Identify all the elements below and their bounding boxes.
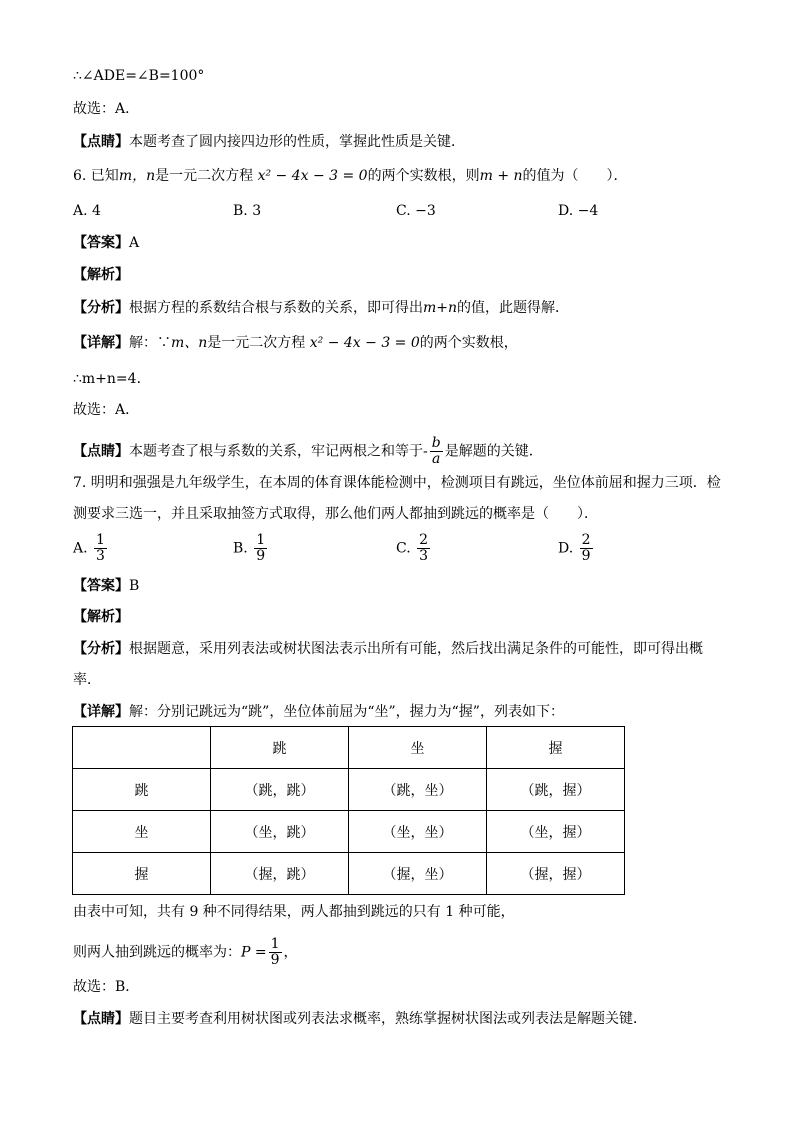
q6-dianjing: [73, 436, 543, 467]
table-cell: （握，坐）: [349, 853, 487, 895]
q7-prob-symbol: P =: [241, 944, 267, 961]
table-cell: （跳，握）: [487, 769, 625, 811]
q6-fraction: [430, 436, 443, 467]
q6-fenxi-a: 根据方程的系数结合根与系数的关系，即可得出: [129, 300, 423, 316]
q6-option-b: B. 3: [233, 203, 262, 219]
q7-xiangjie-text: 解：分别记跳远为“跳”，坐位体前屈为“坐”，握力为“握”，列表如下：: [129, 704, 564, 720]
option-fraction: [254, 533, 267, 564]
q6-xiangjie-b: 是一元二次方程: [207, 335, 306, 351]
q6-xiangjie-eq: x² − 4x − 3 = 0: [309, 335, 420, 351]
table-header-cell: 跳: [211, 727, 349, 769]
q6-stem-d: 的值为（ ）．: [522, 168, 628, 184]
table-row-header: 握: [73, 853, 211, 895]
q6-stem: [73, 166, 628, 186]
table-row: [73, 811, 625, 853]
table-header-cell: 握: [487, 727, 625, 769]
table-row: [73, 769, 625, 811]
table-row: [73, 853, 625, 895]
q7-analysis-tag: [73, 607, 129, 627]
xiangjie-tag: 【详解】: [73, 335, 129, 351]
q7-fenxi-line1: [73, 639, 703, 659]
fraction-numerator: 1: [256, 532, 266, 548]
q6-xiangjie-c: 的两个实数根，: [419, 335, 518, 351]
q7-fenxi-line2: 率．: [73, 672, 101, 688]
q7-probability: [73, 937, 298, 968]
fenxi-tag: 【分析】: [73, 641, 129, 657]
q6-dianjing-b: 是解题的关键．: [444, 443, 543, 460]
fraction-numerator: 1: [96, 532, 105, 548]
q7-answer: [73, 576, 139, 596]
prev-dianjing: [73, 132, 465, 152]
q7-stem-line2: 测要求三选一，并且采取抽签方式取得，那么他们两人都抽到跳远的概率是（ ）．: [73, 506, 598, 522]
q6-fenxi: [73, 298, 569, 318]
q6-option-a: A. 4: [73, 203, 101, 219]
outcome-table: [72, 726, 625, 895]
fraction-numerator: 2: [581, 532, 591, 548]
option-letter: D.: [558, 540, 574, 557]
prev-conclusion: [73, 66, 204, 86]
q6-answer: [73, 233, 139, 253]
q6-stem-a: 6. 已知: [73, 168, 119, 184]
dianjing-tag: 【点睛】: [73, 443, 129, 460]
q6-answer-value: A: [129, 235, 140, 251]
option-fraction: [580, 533, 593, 564]
q6-equation: x² − 4x − 3 = 0: [257, 168, 368, 184]
q7-stem-line1: 7. 明明和强强是九年级学生，在本周的体育课体能检测中，检测项目有跳远，坐位体前屈和握力三项．检: [73, 475, 721, 491]
prev-choice: 故选：A．: [73, 101, 140, 117]
answer-tag: 【答案】: [73, 578, 129, 594]
prev-conclusion-text: ∴∠ADE=∠B=100°: [73, 68, 205, 84]
q6-fenxi-expr: m+n: [423, 300, 458, 316]
q6-option-d: D. −4: [558, 203, 599, 219]
table-cell: （跳，坐）: [349, 769, 487, 811]
q6-stem-c: 的两个实数根，则: [367, 168, 480, 184]
q6-stem-b: 是一元二次方程: [155, 168, 254, 184]
q7-prob-comma: ，: [283, 944, 298, 961]
table-cell: （握，跳）: [211, 853, 349, 895]
q7-xiangjie: [73, 702, 564, 722]
q7-option-b: [233, 533, 269, 564]
table-header-row: [73, 727, 625, 769]
q7-option-a: [73, 533, 109, 564]
q6-dianjing-a: 本题考查了根与系数的关系，牢记两根之和等于-: [129, 443, 428, 460]
q7-fenxi-text: 根据题意，采用列表法或树状图法表示出所有可能，然后找出满足条件的可能性，即可得出概: [129, 641, 703, 657]
table-header-cell: 坐: [349, 727, 487, 769]
option-letter: B.: [233, 540, 248, 557]
dianjing-tag: 【点睛】: [73, 1011, 129, 1027]
q7-after-table: 由表中可知，共有 9 种不同得结果，两人都抽到跳远的只有 1 种可能，: [73, 904, 515, 920]
dianjing-tag: 【点睛】: [73, 134, 129, 150]
option-letter: C.: [396, 540, 411, 557]
table-cell: （跳，跳）: [211, 769, 349, 811]
q6-choice: 故选：A．: [73, 402, 140, 418]
q7-choice: 故选：B．: [73, 979, 140, 995]
fraction-denominator: 9: [270, 952, 280, 968]
answer-tag: 【答案】: [73, 235, 129, 251]
analysis-tag: 【解析】: [73, 267, 129, 283]
fraction-denominator: 3: [419, 548, 429, 564]
analysis-tag: 【解析】: [73, 609, 129, 625]
table-row-header: 坐: [73, 811, 211, 853]
fenxi-tag: 【分析】: [73, 300, 129, 316]
q6-option-c: C. −3: [396, 203, 436, 219]
q6-analysis-tag: [73, 265, 129, 285]
fraction-denominator: a: [432, 451, 441, 467]
fraction-numerator: b: [431, 435, 441, 451]
option-letter: A.: [73, 540, 88, 557]
table-cell: （坐，跳）: [211, 811, 349, 853]
fraction-denominator: 9: [256, 548, 266, 564]
option-fraction: [94, 533, 107, 564]
q7-dianjing: [73, 1009, 647, 1029]
q7-answer-value: B: [129, 578, 140, 594]
xiangjie-tag: 【详解】: [73, 704, 129, 720]
q7-option-d: [558, 533, 595, 564]
q7-prob-fraction: [269, 937, 282, 968]
q6-xiangjie-a: 解：∵: [129, 335, 171, 351]
option-fraction: [417, 533, 430, 564]
table-cell: （坐，握）: [487, 811, 625, 853]
q7-option-c: [396, 533, 432, 564]
q6-xiangjie: [73, 333, 518, 353]
q6-xiangjie-vars: m、n: [171, 335, 208, 351]
table-corner-cell: [73, 727, 211, 769]
table-cell: （握，握）: [487, 853, 625, 895]
table-row-header: 跳: [73, 769, 211, 811]
fraction-numerator: 2: [419, 532, 429, 548]
fraction-denominator: 3: [96, 548, 105, 564]
q6-therefore: ∴m+n=4．: [73, 371, 151, 387]
fraction-denominator: 9: [581, 548, 591, 564]
q7-prob-text: 则两人抽到跳远的概率为：: [73, 944, 241, 961]
q6-fenxi-b: 的值，此题得解．: [457, 300, 570, 316]
fraction-numerator: 1: [270, 936, 280, 952]
dianjing-text: 本题考查了圆内接四边形的性质，掌握此性质是关键．: [129, 134, 465, 150]
q6-vars: m，n: [118, 168, 156, 184]
q6-expr: m + n: [479, 168, 523, 184]
table-cell: （坐，坐）: [349, 811, 487, 853]
q7-dianjing-text: 题目主要考查利用树状图或列表法求概率，熟练掌握树状图法或列表法是解题关键．: [129, 1011, 647, 1027]
